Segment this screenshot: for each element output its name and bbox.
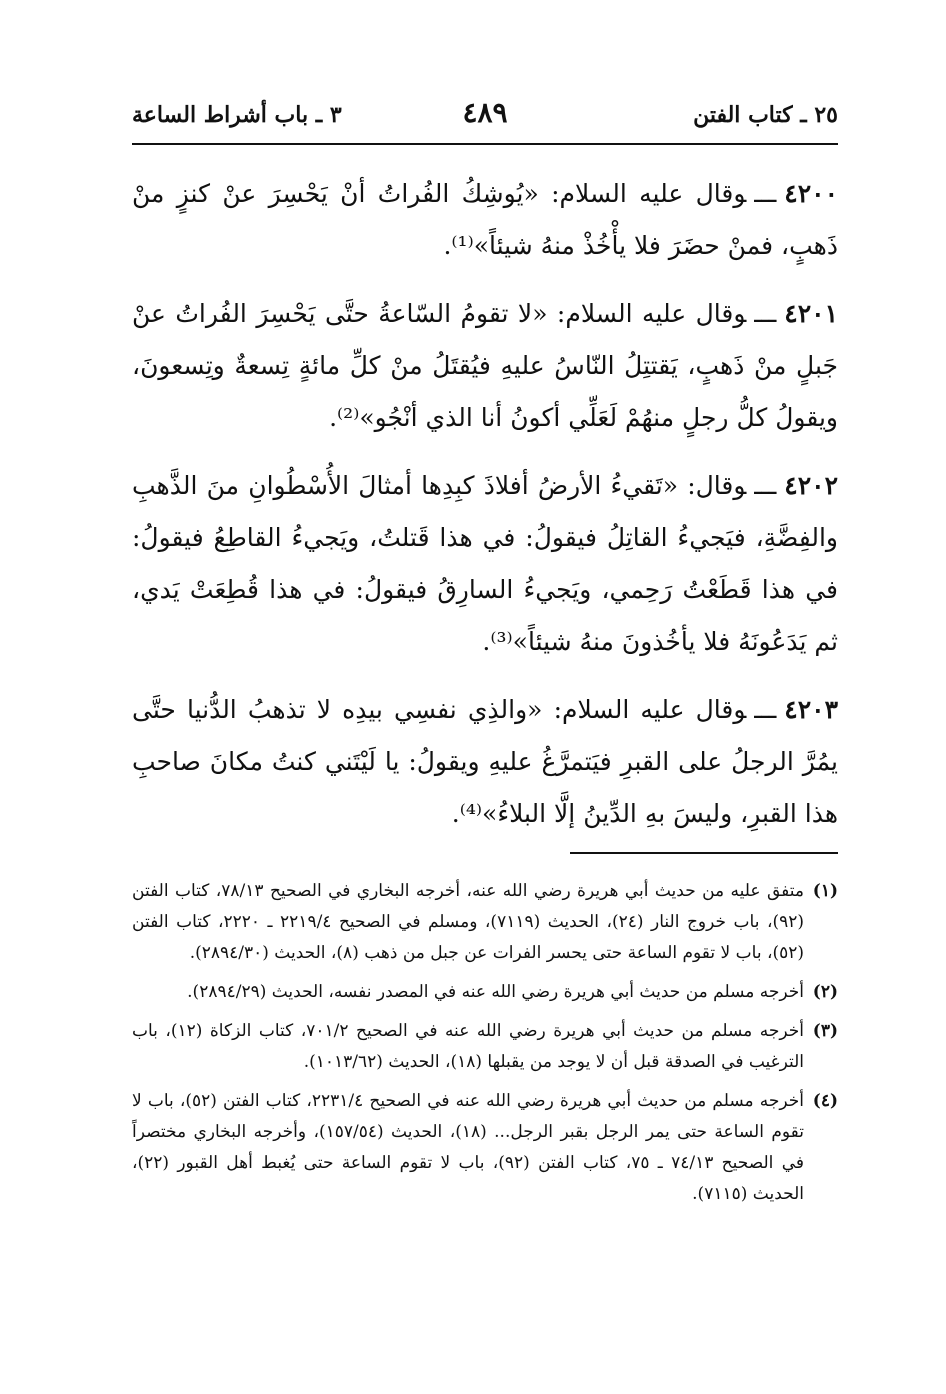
hadith-number: ٤٢٠٣ (784, 695, 838, 724)
section-title: ٣ ـ باب أشراط الساعة (132, 102, 342, 128)
hadith-paragraph: ٤٢٠٣ـــوقال عليه السلام: «والذِي نفسِي بيدِه لا تذهبُ الدُّنيا حتَّى يمُرَّ الرجلُ على القبرِ فيَتمرَّغُ عليهِ ويقولُ: يا لَيْتَني كنتُ مكانَ صاحبِ هذا القبرِ، وليسَ بهِ الدِّينُ إلَّا البلاءُ»⁽⁴⁾. (132, 695, 838, 828)
footnote (132, 876, 838, 969)
running-header (132, 96, 838, 136)
page-number: ٤٨٩ (462, 96, 508, 129)
footnote-text: متفق عليه من حديث أبي هريرة رضي الله عنه، أخرجه البخاري في الصحيح ٧٨/١٣، كتاب الفتن (٩٢)، باب خروج النار (٢٤)، الحديث (٧١١٩)، ومسلم في الصحيح ٢٢١٩/٤ ـ ٢٢٢٠، كتاب الفتن (٥٢)، باب لا تقوم الساعة حتى يحسر الفرات عن جبل من ذهب (٨)، الحديث (٢٨٩٤/٣٠). (132, 881, 804, 963)
hadith-text: وقال عليه السلام: «لا تقومُ السّاعةُ حتَّى يَحْسِرَ الفُراتُ عنْ جَبلٍ منْ ذَهبٍ، يَقتتِلُ النّاسُ عليهِ فيُقتَلُ منْ كلِّ مائةٍ تِسعةٌ وتِسعونَ، ويقولُ كلُّ رجلٍ منهُمْ لَعَلِّي أكونُ أنا الذي أنْجُو»⁽²⁾. (132, 299, 838, 432)
hadith-number: ٤٢٠٠ (784, 179, 838, 208)
hadith-number: ٤٢٠١ (784, 299, 838, 328)
hadith-paragraph: ٤٢٠١ـــوقال عليه السلام: «لا تقومُ السّاعةُ حتَّى يَحْسِرَ الفُراتُ عنْ جَبلٍ منْ ذَهبٍ، يَقتتِلُ النّاسُ عليهِ فيُقتَلُ منْ كلِّ مائةٍ تِسعةٌ وتِسعونَ، ويقولُ كلُّ رجلٍ منهُمْ لَعَلِّي أكونُ أنا الذي أنْجُو»⁽²⁾. (132, 299, 838, 432)
hadith-paragraph: ٤٢٠٢ـــوقال: «تَقيءُ الأرضُ أفلاذَ كبِدِها أمثالَ الأُسْطُوانِ منَ الذَّهبِ والفِضَّةِ، فيَجيءُ القاتِلُ فيقولُ: في هذا قَتلتُ، ويَجيءُ القاطِعُ فيقولُ: في هذا قَطَعْتُ رَحِمي، ويَجيءُ السارِقُ فيقولُ: في هذا قُطِعَتْ يَدي، ثم يَدَعُونَهُ فلا يأخُذونَ منهُ شيئاً»⁽³⁾. (132, 471, 838, 656)
footnotes (132, 876, 838, 1218)
footnote (132, 977, 838, 1008)
footnote (132, 1086, 838, 1210)
footnote-text: أخرجه مسلم من حديث أبي هريرة رضي الله عنه في الصحيح ٧٠١/٢، كتاب الزكاة (١٢)، باب الترغيب في الصدقة قبل أن لا يوجد من يقبلها (١٨)، الحديث (١٠١٣/٦٢). (132, 1021, 804, 1072)
hadith-text: وقال عليه السلام: «يُوشِكُ الفُراتُ أنْ يَحْسِرَ عنْ كنزٍ منْ ذَهبٍ، فمنْ حضَرَ فلا يأْخُذْ منهُ شيئاً»⁽¹⁾. (132, 179, 838, 260)
hadith-text: وقال: «تَقيءُ الأرضُ أفلاذَ كبِدِها أمثالَ الأُسْطُوانِ منَ الذَّهبِ والفِضَّةِ، فيَجيءُ القاتِلُ فيقولُ: في هذا قَتلتُ، ويَجيءُ القاطِعُ فيقولُ: في هذا قَطَعْتُ رَحِمي، ويَجيءُ السارِقُ فيقولُ: في هذا قُطِعَتْ يَدي، ثم يَدَعُونَهُ فلا يأخُذونَ منهُ شيئاً»⁽³⁾. (132, 471, 838, 656)
footnote-number: (٣) (812, 1021, 838, 1041)
footnote-number: (١) (812, 881, 838, 901)
chapter-title: ٢٥ ـ كتاب الفتن (693, 102, 838, 128)
hadith-number: ٤٢٠٢ (784, 471, 838, 500)
footnote (132, 1016, 838, 1078)
footnote-divider (570, 852, 838, 854)
hadith-text: وقال عليه السلام: «والذِي نفسِي بيدِه لا تذهبُ الدُّنيا حتَّى يمُرَّ الرجلُ على القبرِ فيَتمرَّغُ عليهِ ويقولُ: يا لَيْتَني كنتُ مكانَ صاحبِ هذا القبرِ، وليسَ بهِ الدِّينُ إلَّا البلاءُ»⁽⁴⁾. (132, 695, 838, 828)
footnote-text: أخرجه مسلم من حديث أبي هريرة رضي الله عنه في الصحيح ٢٢٣١/٤، كتاب الفتن (٥٢)، باب لا تقوم الساعة حتى يمر الرجل بقبر الرجل... (١٨)، الحديث (١٥٧/٥٤)، وأخرجه البخاري مختصراً في الصحيح ٧٤/١٣ ـ ٧٥، كتاب الفتن (٩٢)، باب لا تقوم الساعة حتى يُغبط أهل القبور (٢٢)، الحديث (٧١١٥). (132, 1091, 805, 1204)
footnote-number: (٤) (812, 1091, 838, 1111)
header-divider (132, 143, 838, 145)
footnote-text: أخرجه مسلم من حديث أبي هريرة رضي الله عنه في المصدر نفسه، الحديث (٢٨٩٤/٢٩). (187, 982, 804, 1002)
footnote-number: (٢) (812, 982, 838, 1002)
main-text (132, 168, 838, 856)
hadith-paragraph: ٤٢٠٠ـــوقال عليه السلام: «يُوشِكُ الفُراتُ أنْ يَحْسِرَ عنْ كنزٍ منْ ذَهبٍ، فمنْ حضَرَ فلا يأْخُذْ منهُ شيئاً»⁽¹⁾. (132, 179, 838, 260)
